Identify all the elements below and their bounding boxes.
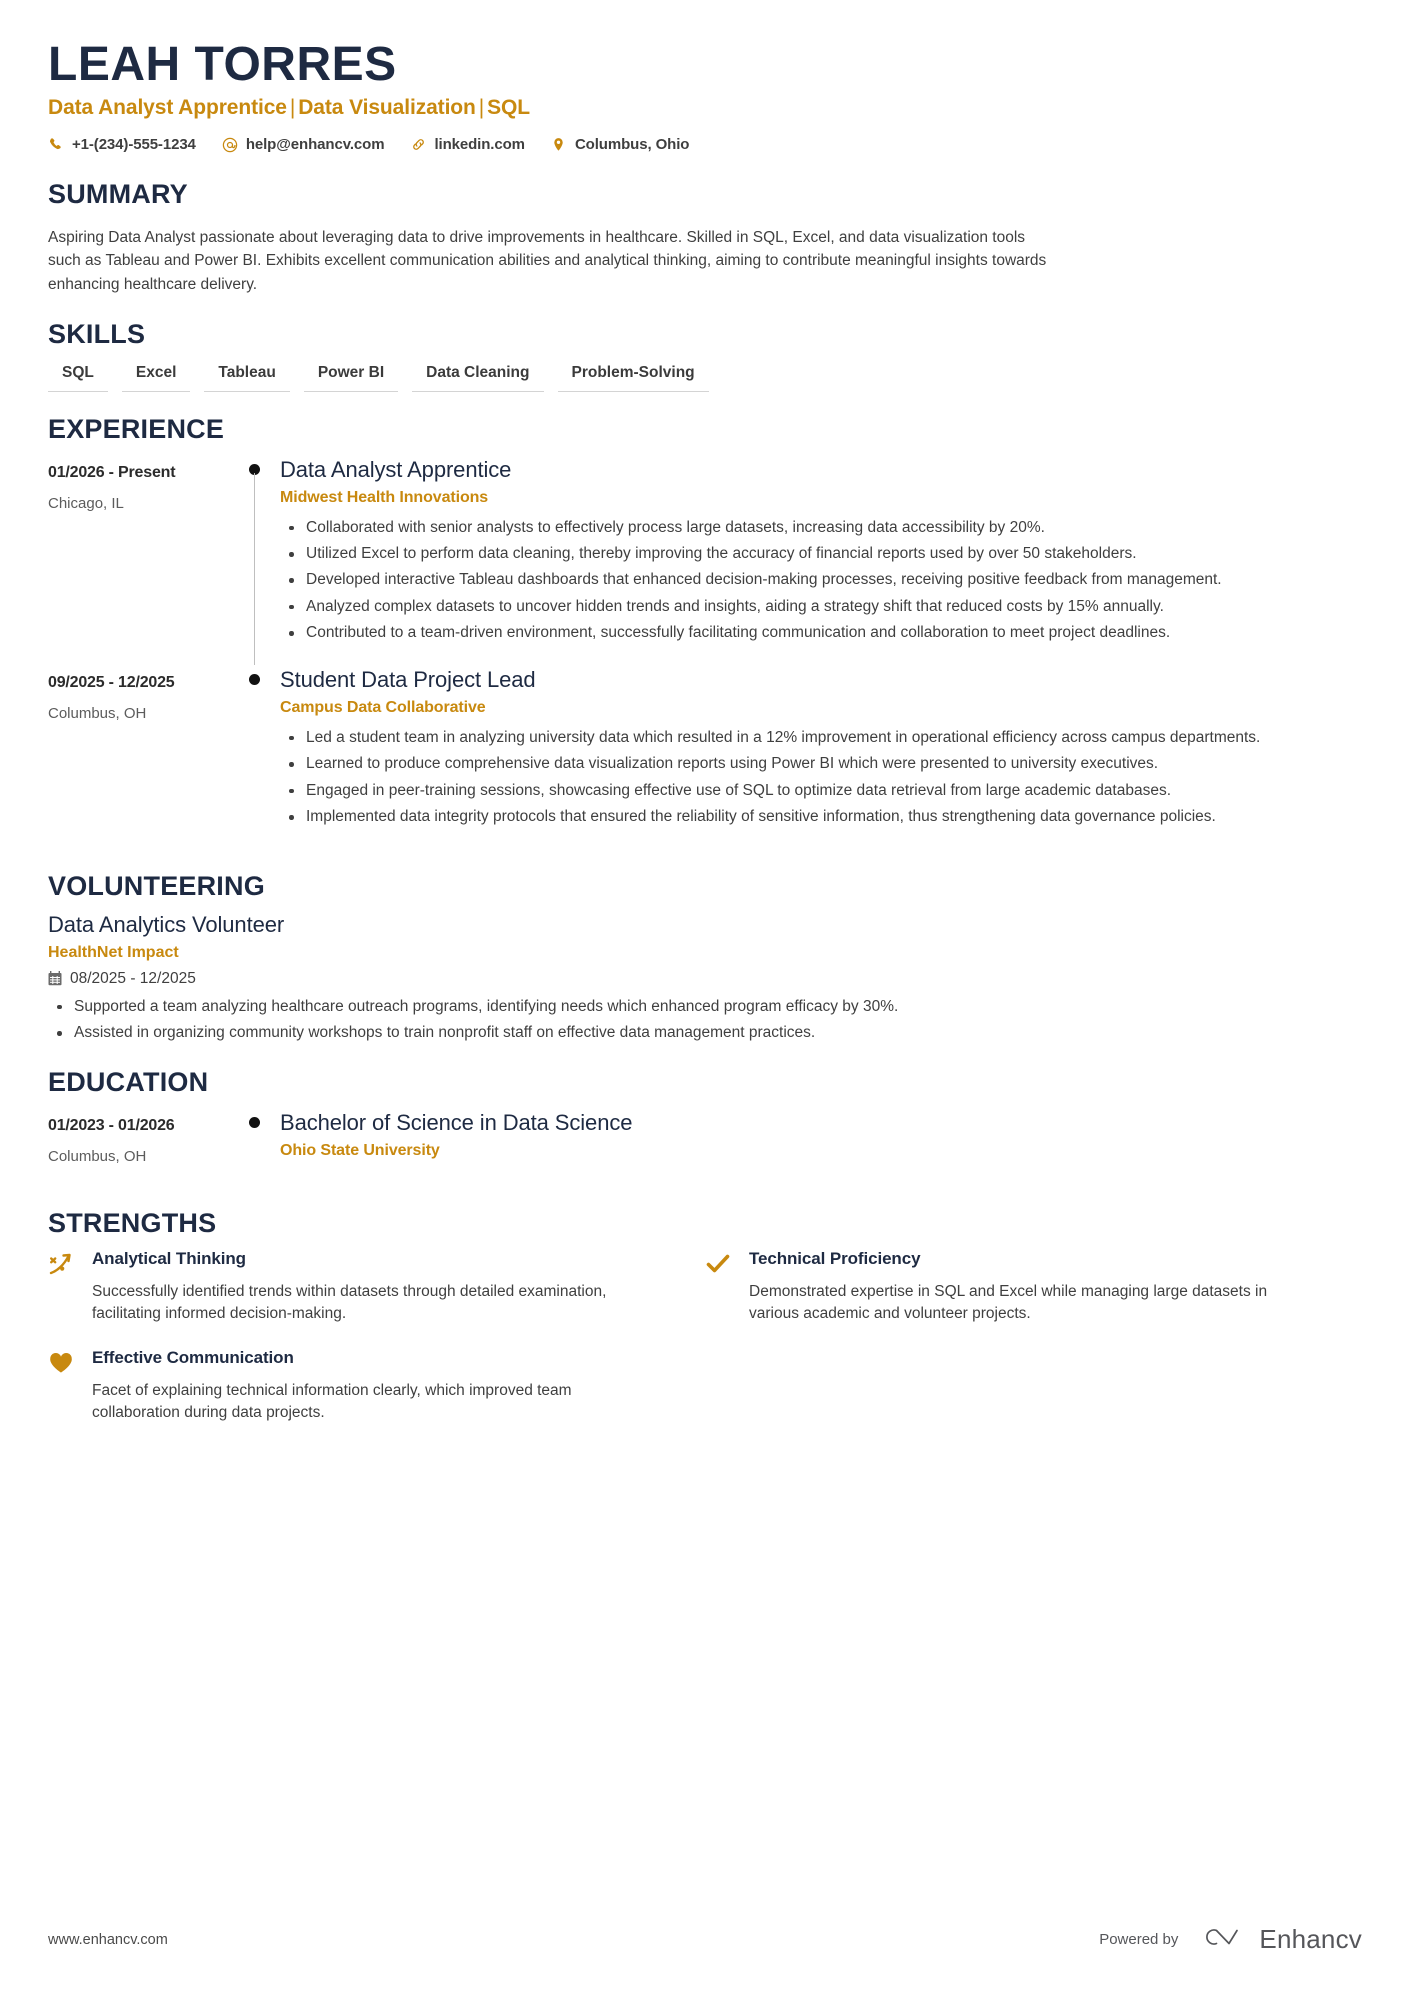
experience-entry-body — [280, 455, 1362, 665]
calendar-icon — [48, 971, 62, 986]
bullet-item: Contributed to a team-driven environment, successfully facilitating communication and collaboration to meet project deadlines. — [280, 622, 1290, 644]
summary-section — [48, 179, 1362, 296]
headline-part-1: Data Analyst Apprentice — [48, 96, 287, 120]
headline-separator-1: | — [289, 96, 296, 120]
education-entry-body — [280, 1108, 1362, 1186]
headline-part-3: SQL — [487, 96, 530, 120]
experience-section-title: EXPERIENCE — [48, 413, 225, 444]
volunteering-role: Data Analytics Volunteer — [48, 911, 285, 937]
strength-item — [48, 1249, 705, 1326]
experience-entry-role: Student Data Project Lead — [280, 666, 536, 692]
education-entry-meta — [48, 1108, 238, 1186]
strength-description: Demonstrated expertise in SQL and Excel while managing large datasets in various academic and volunteer projects. — [749, 1282, 1268, 1323]
experience-entry-body — [280, 665, 1362, 849]
heart-icon — [48, 1348, 92, 1425]
bullet-item: Led a student team in analyzing university data which resulted in a 12% improvement in operational efficiency across campus departments. — [280, 727, 1290, 749]
strengths-grid — [48, 1249, 1362, 1447]
experience-entry-meta — [48, 455, 238, 665]
education-entry — [48, 1108, 1362, 1186]
strength-description: Successfully identified trends within datasets through detailed examination, facilitating informed decision-making. — [92, 1282, 607, 1323]
experience-entry-location: Columbus, OH — [48, 704, 147, 722]
experience-entry — [48, 455, 1362, 665]
analytics-arrow-icon — [48, 1249, 92, 1326]
volunteering-section-title: VOLUNTEERING — [48, 870, 265, 901]
experience-entry-location: Chicago, IL — [48, 494, 124, 512]
volunteering-date-row — [48, 970, 1362, 988]
timeline-line — [254, 473, 256, 665]
experience-entry-organization: Campus Data Collaborative — [280, 698, 486, 716]
enhancv-logo-icon — [1196, 1924, 1248, 1955]
timeline-rail — [238, 1108, 280, 1186]
skill-chip: Tableau — [204, 360, 289, 392]
bullet-item: Engaged in peer-training sessions, showcasing effective use of SQL to optimize data retrieval from large academic databases. — [280, 780, 1290, 802]
contact-phone[interactable] — [48, 136, 196, 153]
skill-chip: Power BI — [304, 360, 398, 392]
bullet-item: Implemented data integrity protocols that ensured the reliability of sensitive information, thus strengthening data governance policies. — [280, 806, 1290, 828]
experience-entry-bullets — [280, 517, 1362, 645]
contact-row — [48, 136, 1362, 153]
strength-content — [92, 1249, 657, 1326]
education-entry-location: Columbus, OH — [48, 1147, 147, 1165]
volunteering-date: 08/2025 - 12/2025 — [70, 969, 196, 987]
volunteering-section — [48, 871, 1362, 1045]
headline-separator-2: | — [478, 96, 485, 120]
volunteering-organization: HealthNet Impact — [48, 943, 179, 961]
phone-icon — [48, 137, 64, 153]
strength-title: Effective Communication — [92, 1347, 294, 1367]
timeline-dot-icon — [249, 1117, 260, 1128]
enhancv-brand-name: Enhancv — [1259, 1924, 1362, 1954]
check-icon — [705, 1249, 749, 1326]
skill-chip: Data Cleaning — [412, 360, 543, 392]
skill-chip: SQL — [48, 360, 108, 392]
strengths-section-title: STRENGTHS — [48, 1207, 217, 1238]
skills-list — [48, 360, 1362, 392]
candidate-name: LEAH TORRES — [48, 38, 397, 91]
footer-url[interactable]: www.enhancv.com — [48, 1931, 168, 1948]
experience-entry-meta — [48, 665, 238, 849]
headline-part-2: Data Visualization — [298, 96, 476, 120]
education-entry-date: 01/2023 - 01/2026 — [48, 1116, 175, 1134]
education-entry-institution: Ohio State University — [280, 1141, 440, 1159]
contact-email[interactable] — [222, 136, 385, 153]
skill-chip: Problem-Solving — [558, 360, 709, 392]
experience-entry-date: 01/2026 - Present — [48, 463, 176, 481]
timeline-rail — [238, 665, 280, 849]
strength-item — [48, 1348, 705, 1425]
bullet-item: Developed interactive Tableau dashboards that enhanced decision-making processes, receiving positive feedback from management. — [280, 569, 1290, 591]
education-entry-degree: Bachelor of Science in Data Science — [280, 1109, 633, 1135]
experience-entry-date: 09/2025 - 12/2025 — [48, 673, 175, 691]
candidate-headline — [48, 96, 1362, 120]
strength-content — [749, 1249, 1314, 1326]
volunteering-bullets — [48, 996, 1362, 1045]
bullet-item: Learned to produce comprehensive data visualization reports using Power BI which were presented to university executives. — [280, 753, 1290, 775]
contact-link[interactable] — [410, 136, 525, 153]
strength-title: Technical Proficiency — [749, 1248, 921, 1268]
contact-email-text: help@enhancv.com — [245, 136, 385, 154]
enhancv-brand — [1196, 1924, 1362, 1955]
summary-text: Aspiring Data Analyst passionate about leveraging data to drive improvements in healthcare. Skilled in SQL, Excel, and data visualization tools such as Tableau and Power BI. Exhibits excellent communication abilities and analytical thinking, aiming to contribute meaningful insights towards enhancing healthcare delivery. — [48, 228, 1047, 293]
contact-link-text: linkedin.com — [434, 136, 525, 154]
contact-location-text: Columbus, Ohio — [574, 136, 690, 154]
summary-section-title: SUMMARY — [48, 179, 188, 210]
experience-section — [48, 414, 1362, 849]
bullet-item: Analyzed complex datasets to uncover hidden trends and insights, aiding a strategy shift that reduced costs by 15% annually. — [280, 596, 1290, 618]
bullet-item: Utilized Excel to perform data cleaning, thereby improving the accuracy of financial reports used by over 50 stakeholders. — [280, 543, 1290, 565]
bullet-item: Assisted in organizing community workshops to train nonprofit staff on effective data management practices. — [48, 1022, 1058, 1044]
bullet-item: Collaborated with senior analysts to effectively process large datasets, increasing data accessibility by 20%. — [280, 517, 1290, 539]
strength-item — [705, 1249, 1362, 1326]
experience-entry-bullets — [280, 727, 1362, 829]
strength-content — [92, 1348, 657, 1425]
location-pin-icon — [551, 137, 567, 153]
timeline-dot-icon — [249, 674, 260, 685]
contact-phone-text: +1-(234)-555-1234 — [72, 136, 196, 154]
email-icon — [222, 137, 238, 153]
education-section-title: EDUCATION — [48, 1066, 209, 1097]
strengths-section — [48, 1208, 1362, 1447]
experience-entry-role: Data Analyst Apprentice — [280, 456, 512, 482]
strength-title: Analytical Thinking — [92, 1248, 246, 1268]
timeline-rail — [238, 455, 280, 665]
skill-chip: Excel — [122, 360, 191, 392]
experience-entry-organization: Midwest Health Innovations — [280, 488, 489, 506]
education-section — [48, 1067, 1362, 1186]
page-footer — [48, 1924, 1362, 1955]
link-icon — [410, 137, 426, 153]
resume-header — [48, 40, 1362, 153]
contact-location — [551, 136, 689, 153]
bullet-item: Supported a team analyzing healthcare outreach programs, identifying needs which enhanced program efficacy by 30%. — [48, 996, 1058, 1018]
footer-branding — [1099, 1924, 1362, 1955]
skills-section-title: SKILLS — [48, 318, 146, 349]
powered-by-label: Powered by — [1099, 1931, 1179, 1948]
skills-section — [48, 319, 1362, 392]
experience-entry — [48, 665, 1362, 849]
strength-description: Facet of explaining technical information clearly, which improved team collaboration during data projects. — [92, 1381, 572, 1422]
